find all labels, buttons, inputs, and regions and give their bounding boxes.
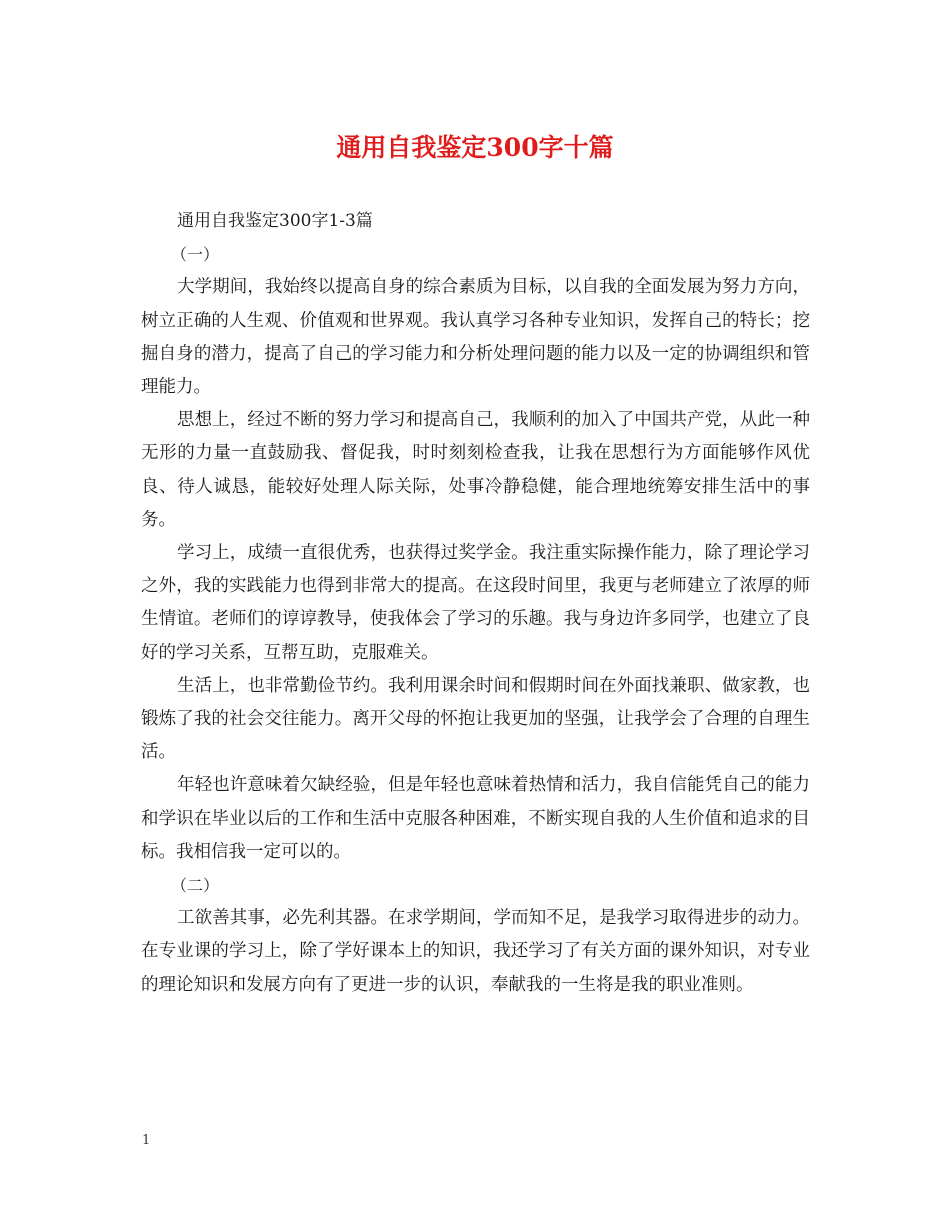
section-label-2: （二） [171,876,220,896]
paragraph: 年轻也许意味着欠缺经验，但是年轻也意味着热情和活力，我自信能凭自己的能力和学识在毕业以后的工作和生活中克服各种困难，不断实现自我的人生价值和追求的目标。我相信我一定可以的。 [141,775,810,862]
page-number: 1 [142,1133,151,1148]
paragraph: 工欲善其事，必先利其器。在求学期间，学而知不足，是我学习取得进步的动力。在专业课的学习上，除了学好课本上的知识，我还学习了有关方面的课外知识，对专业的理论知识和发展方向有了更进一步的认识，奉献我的一生将是我的职业准则。 [141,908,810,995]
paragraph: 思想上，经过不断的努力学习和提高自己，我顺利的加入了中国共产党，从此一种无形的力量一直鼓励我、督促我，时时刻刻检查我，让我在思想行为方面能够作风优良、待人诚恳，能较好处理人际关际，处事冷静稳健，能合理地统筹安排生活中的事务。 [141,410,810,530]
section-label-1: （一） [171,245,220,265]
paragraph: 学习上，成绩一直很优秀，也获得过奖学金。我注重实际操作能力，除了理论学习之外，我的实践能力也得到非常大的提高。在这段时间里，我更与老师建立了浓厚的师生情谊。老师们的谆谆教导，使我体会了学习的乐趣。我与身边许多同学，也建立了良好的学习关系，互帮互助，克服难关。 [141,543,810,663]
document-title: 通用自我鉴定300字十篇 [336,133,614,162]
document-body [141,205,810,1002]
subheading: 通用自我鉴定300字1-3篇 [177,211,373,231]
paragraph: 生活上，也非常勤俭节约。我利用课余时间和假期时间在外面找兼职、做家教，也锻炼了我的社会交往能力。离开父母的怀抱让我更加的坚强，让我学会了合理的自理生活。 [141,675,810,763]
paragraph: 大学期间，我始终以提高自身的综合素质为目标，以自我的全面发展为努力方向，树立正确的人生观、价值观和世界观。我认真学习各种专业知识，发挥自己的特长；挖掘自身的潜力，提高了自己的学习能力和分析处理问题的能力以及一定的协调组织和管理能力。 [141,277,810,398]
